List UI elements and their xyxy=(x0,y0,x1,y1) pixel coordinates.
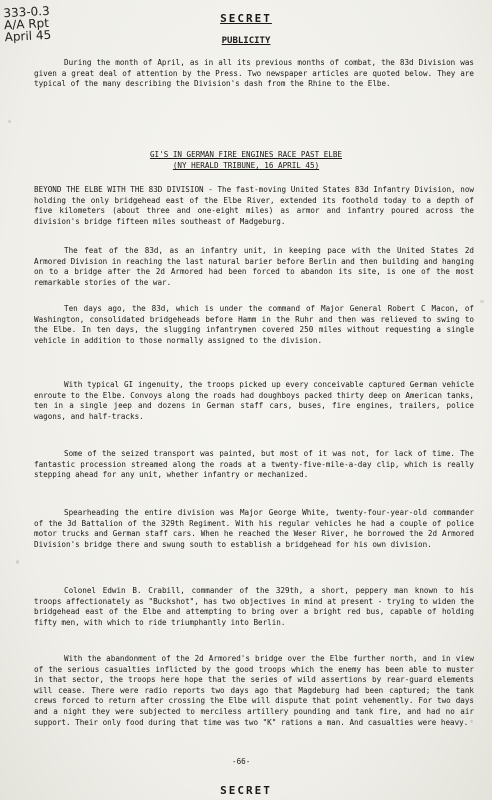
article-paragraph-3: Ten days ago, the 83d, which is under the command of Major General Robert C Macon, of Washington, consolidated bridgeheads before Hamm in the Ruhr and then was relieved to swing to the Elbe. In ten days, the slugging infantrymen covered 250 miles without requesting a single vehicle in addition to those normally assigned to the division. xyxy=(34,304,474,345)
article-paragraph-4: With typical GI ingenuity, the troops picked up every conceivable captured German vehicle enroute to the Elbe. Convoys along the roads had doughboys packed thirty deep on American tanks, ten in a single jeep and dozens in German staff cars, buses, fire engines, trailers, police wagons, and half-tracks. xyxy=(34,380,474,421)
page-number: -66- xyxy=(232,757,251,766)
article-dateline: BEYOND THE ELBE WITH THE 83D DIVISION xyxy=(34,185,204,194)
paper-speck xyxy=(480,300,484,303)
section-heading: PUBLICITY xyxy=(221,36,271,46)
paper-speck xyxy=(16,560,19,564)
classification-footer: SECRET xyxy=(220,784,272,797)
article-paragraph-8: With the abandonment of the 2d Armored's bridge over the Elbe further north, and in view of the serious casualties inflicted by the good troops which the enemy has been able to muster in that sector, the troops here hope that the series of wild assertions by rear-guard elements will cease. There were radio reports two days ago that Magdeburg had been captured; the tank crews forced to return after crossing the Elbe will dispute that point vehemently. For two days and a night they were subjected to merciless artillery pounding and tank fire, and had no air support. Their only food during that time was two "K" rations a man. And casualties were heavy. xyxy=(34,654,474,727)
intro-paragraph: During the month of April, as in all its previous months of combat, the 83d Division was given a great deal of attention by the Press. Two newspaper articles are quoted below. They are typical of the many describing the Division's dash from the Rhine to the Elbe. xyxy=(34,58,474,89)
handwritten-line-2: A/A Rpt xyxy=(3,15,50,33)
article-paragraph-2: The feat of the 83d, as an infantry unit, in keeping pace with the United States 2d Armored Division in reaching the last natural barier before Berlin and then building and hanging on to a bridge after the 2d Armored had been forced to abandon its site, is one of the most remarkable stories of the war. xyxy=(34,246,474,287)
paper-speck xyxy=(470,720,473,723)
article-paragraph-7: Colonel Edwin B. Crabill, commander of the 329th, a short, peppery man known to his troops affectionately as "Buckshot", has two objectives in mind at present - trying to widen the bridgehead east of the Elbe and attempting to bring over a bright red bus, capable of holding fifty men, with which to ride triumphantly into Berlin. xyxy=(34,586,474,627)
handwritten-line-1: 333-0.3 xyxy=(3,3,51,21)
article-paragraph-1 xyxy=(34,185,474,227)
article-paragraph-6: Spearheading the entire division was Major George White, twenty-four-year-old commander of the 3d Battalion of the 329th Regiment. With his regular vehicles he had a couple of police motor trucks and German staff cars. When he reached the Weser River, he borrowed the 2d Armored Division's bridge there and swung south to establish a bridgehead for his own division. xyxy=(34,508,474,549)
paper-speck xyxy=(8,120,11,123)
classification-header: SECRET xyxy=(220,12,272,25)
handwritten-line-3: April 45 xyxy=(4,27,52,45)
article-paragraph-1-text: - The fast-moving United States 83d Infantry Division, now holding the only bridgehead east of the Elbe River, extended its foothold today to a depth of five kilometers (about three and one-eight miles) as armor and infantry poured across the division's bridge fifteen miles southeast of Madgeburg. xyxy=(34,185,474,226)
article-headline: GI'S IN GERMAN FIRE ENGINES RACE PAST ELBE xyxy=(149,150,343,159)
article-paragraph-5: Some of the seized transport was painted, but most of it was not, for lack of time. The fantastic procession streamed along the roads at a twenty-five-mile-a-day clip, which is really stepping ahead for any unit, whether infantry or mechanized. xyxy=(34,449,474,480)
article-source: (NY HERALD TRIBUNE, 16 APRIL 45) xyxy=(172,161,320,170)
